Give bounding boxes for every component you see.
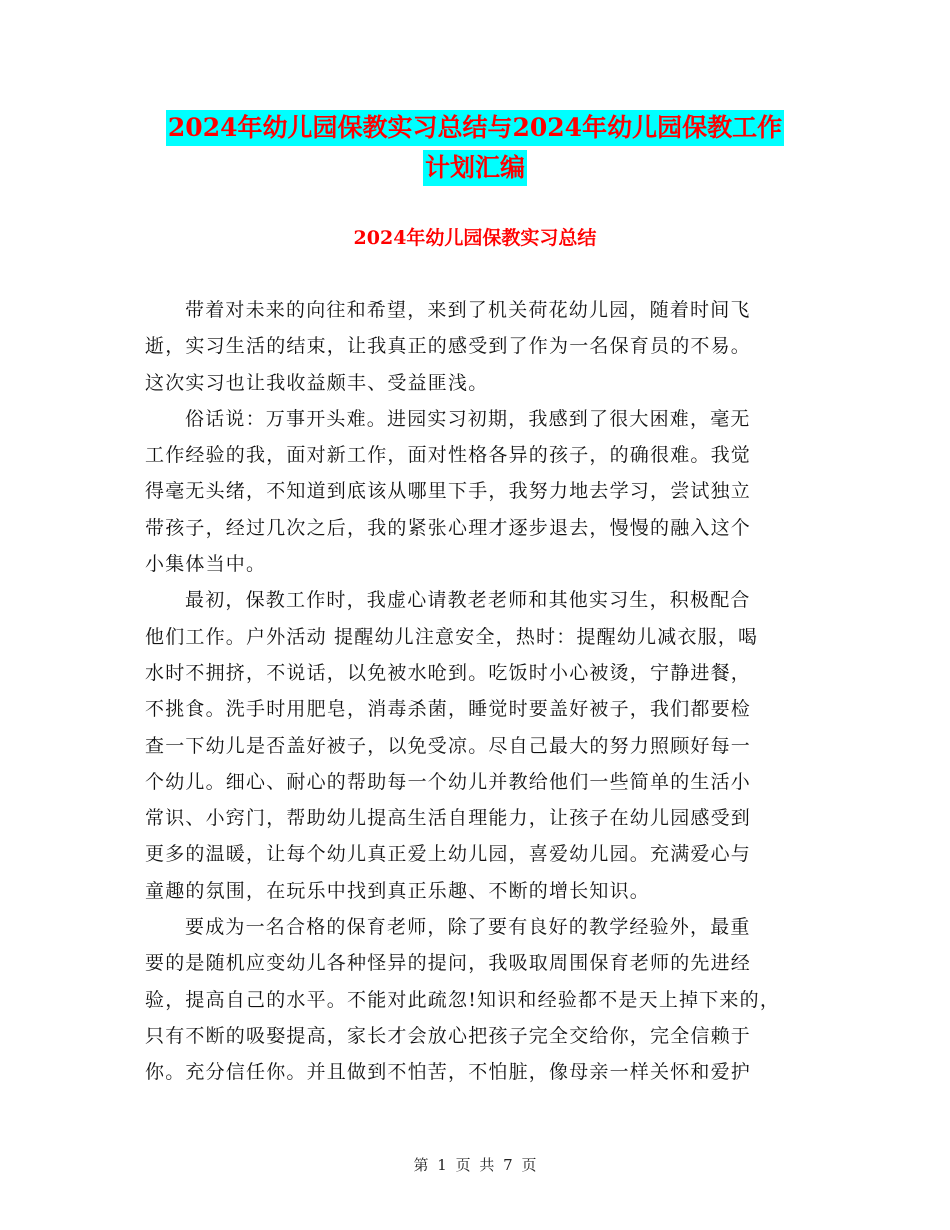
paragraph-line: 带着对未来的向往和希望，来到了机关荷花幼儿园，随着时间飞 xyxy=(185,299,751,321)
paragraph-line: 童趣的氛围，在玩乐中找到真正乐趣、不断的增长知识。 xyxy=(145,879,651,902)
paragraph-line: 带孩子，经过几次之后，我的紧张心理才逐步退去，慢慢的融入这个 xyxy=(145,516,752,539)
title-line-1: 2024年幼儿园保教实习总结与2024年幼儿园保教工作 xyxy=(166,110,784,146)
paragraph-line: 常识、小窍门，帮助幼儿提高生活自理能力，让孩子在幼儿园感受到 xyxy=(145,807,752,830)
paragraph-line: 这次实习也让我收益颇丰、受益匪浅。 xyxy=(145,371,489,394)
paragraph-line: 最初，保教工作时，我虚心请教老老师和其他实习生，积极配合 xyxy=(185,589,751,612)
paragraph-line: 要的是随机应变幼儿各种怪异的提问，我吸取周围保育老师的先进经 xyxy=(145,952,752,975)
paragraph-line: 个幼儿。细心、耐心的帮助每一个幼儿并教给他们一些简单的生活小 xyxy=(145,770,752,793)
section-title: 2024年幼儿园保教实习总结 xyxy=(353,227,597,249)
document-title xyxy=(0,110,950,186)
paragraph-line: 不挑食。洗手时用肥皂，消毒杀菌，睡觉时要盖好被子，我们都要检 xyxy=(145,698,752,721)
paragraph-line: 得毫无头绪，不知道到底该从哪里下手，我努力地去学习，尝试独立 xyxy=(145,480,752,503)
paragraph-line: 更多的温暖，让每个幼儿真正爱上幼儿园，喜爱幼儿园。充满爱心与 xyxy=(145,843,752,866)
paragraph-line: 他们工作。户外活动 提醒幼儿注意安全，热时：提醒幼儿减衣服，喝 xyxy=(145,625,759,648)
paragraph-line: 你。充分信任你。并且做到不怕苦，不怕脏，像母亲一样关怀和爱护 xyxy=(145,1061,752,1084)
paragraph-line: 俗话说：万事开头难。进园实习初期，我感到了很大困难，毫无 xyxy=(185,407,751,430)
paragraph-line: 查一下幼儿是否盖好被子，以免受凉。尽自己最大的努力照顾好每一 xyxy=(145,734,752,757)
paragraph-line: 只有不断的吸娶提高，家长才会放心把孩子完全交给你，完全信赖于 xyxy=(145,1024,752,1047)
page-footer: 第 1 页 共 7 页 xyxy=(413,1156,537,1174)
title-line-2: 计划汇编 xyxy=(423,150,527,186)
paragraph-line: 逝，实习生活的结束，让我真正的感受到了作为一名保育员的不易。 xyxy=(145,335,752,358)
body-text xyxy=(145,292,813,1091)
paragraph-line: 要成为一名合格的保育老师，除了要有良好的教学经验外，最重 xyxy=(185,916,751,939)
paragraph-line: 水时不拥挤，不说话，以免被水呛到。吃饭时小心被烫，宁静进餐， xyxy=(145,661,752,684)
paragraph-line: 小集体当中。 xyxy=(145,553,267,576)
paragraph-line: 验，提高自己的水平。不能对此疏忽!知识和经验都不是天上掉下来的， xyxy=(145,988,781,1011)
paragraph-line: 工作经验的我，面对新工作，面对性格各异的孩子，的确很难。我觉 xyxy=(145,444,752,467)
